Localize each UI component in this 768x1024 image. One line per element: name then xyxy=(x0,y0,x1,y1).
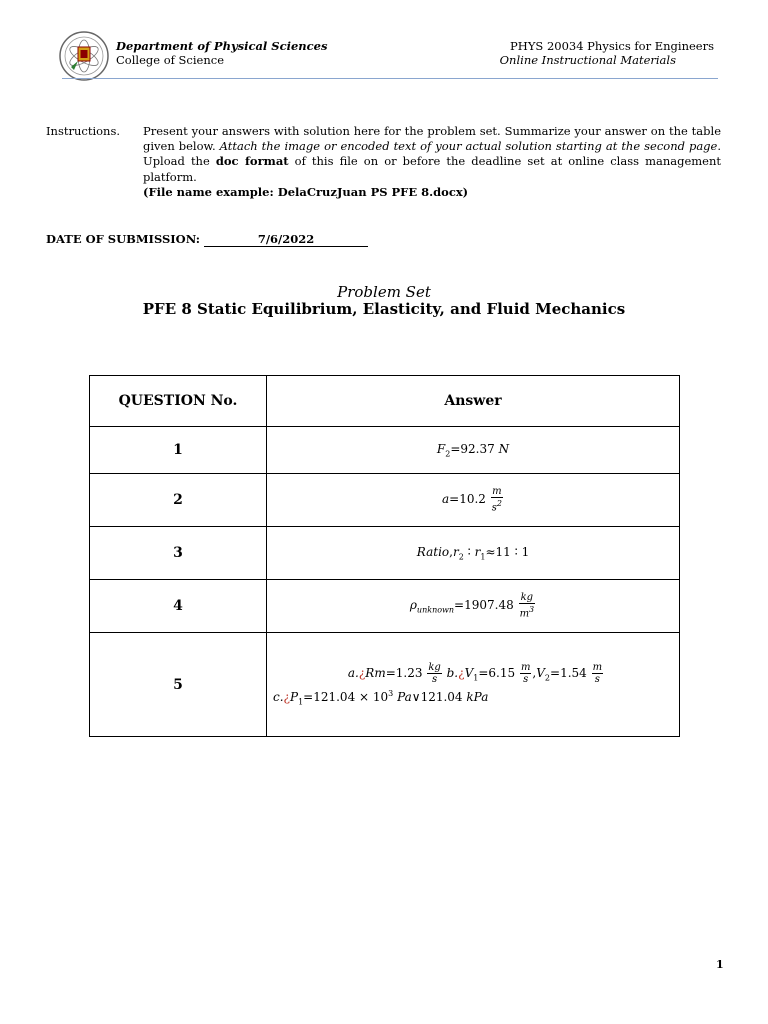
header-answer: Answer xyxy=(267,376,680,427)
q5-v1-value: =6.15 xyxy=(478,666,516,681)
question-number: 4 xyxy=(90,580,267,633)
q3-sep2: ∶ xyxy=(514,544,518,559)
q2-value: =10.2 xyxy=(449,492,486,507)
submission-label: DATE OF SUBMISSION: xyxy=(46,232,201,246)
q3-approx: ≈11 xyxy=(485,544,511,559)
question-number: 3 xyxy=(90,527,267,580)
q3-prefix: Ratio xyxy=(416,544,450,559)
q5-p1-unit: Pa xyxy=(397,690,412,705)
q4-den: m xyxy=(519,608,530,620)
q5-rm: Rm xyxy=(365,666,386,681)
instructions-part4: doc format xyxy=(215,154,289,169)
header-question-no: QUESTION No. xyxy=(90,376,267,427)
university-seal-icon xyxy=(58,30,110,82)
problem-set-subtitle: Problem Set xyxy=(337,283,431,301)
q5-v2-fraction xyxy=(592,662,603,685)
q3-one: 1 xyxy=(521,544,530,559)
q2-den-sup: 2 xyxy=(496,499,502,509)
department-name: Department of Physical Sciences xyxy=(116,39,328,53)
answer-3: $Ratio,r_2$ ∶ $r_1\approx 11$ ∶ 1 xyxy=(267,527,680,580)
materials-label: Online Instructional Materials xyxy=(499,53,676,67)
q5-v2-sub: 2 xyxy=(544,673,551,683)
answer-table xyxy=(89,375,680,737)
q2-num: m xyxy=(492,486,502,498)
q5-rm-value: =1.23 xyxy=(385,666,423,681)
q5-p1-sub: 1 xyxy=(298,697,304,707)
college-name: College of Science xyxy=(116,53,224,67)
q5-alt: 121.04 xyxy=(420,690,463,705)
q4-num: kg xyxy=(519,592,536,604)
answer-1 xyxy=(267,427,680,474)
q2-den: s xyxy=(491,502,497,514)
q5-alt-unit: kPa xyxy=(466,690,489,705)
q1-value: =92.37 xyxy=(450,441,495,456)
instructions-text xyxy=(143,124,721,200)
q4-sub: unknown xyxy=(416,605,455,615)
q5-v2-value: =1.54 xyxy=(550,666,587,681)
problem-set-title: PFE 8 Static Equilibrium, Elasticity, and Fluid Mechanics xyxy=(142,300,626,318)
q5-c-label: c. xyxy=(273,690,284,705)
q5-v2-num: m xyxy=(592,662,603,674)
question-number: 1 xyxy=(90,427,267,474)
q3-r1-sub: 1 xyxy=(480,552,486,562)
q4-den-sup: 3 xyxy=(529,605,535,615)
table-row xyxy=(90,633,680,737)
q4-value: =1907.48 xyxy=(454,598,514,613)
instructions-part1: Present your answers with solution here for the problem set. Summarize your answer on the table given below. xyxy=(143,124,721,154)
q5-v1: V xyxy=(464,666,474,681)
q5-a-label: a. xyxy=(347,666,359,681)
submission-date-row xyxy=(46,232,368,247)
question-number: 5 xyxy=(90,633,267,737)
q5-or: ∨ xyxy=(411,690,421,705)
q1-unit: N xyxy=(498,441,510,456)
q5-rm-den: s xyxy=(431,674,438,686)
q4-unit-fraction xyxy=(519,592,536,619)
q1-sub: 2 xyxy=(445,449,451,459)
q1-var: F xyxy=(436,441,446,456)
submission-date: 7/6/2022 xyxy=(204,233,368,247)
filename-example: (File name example: DelaCruzJuan PS PFE 8.docx) xyxy=(143,184,469,199)
q5-v1-sub: 1 xyxy=(473,673,479,683)
q3-r2-sub: 2 xyxy=(458,552,464,562)
q5-p1-exp: 3 xyxy=(388,689,394,699)
q5-p1-value: =121.04 × 10 xyxy=(303,690,389,705)
q3-sep: ∶ xyxy=(467,544,471,559)
answer-4 xyxy=(267,580,680,633)
q5-v1-num: m xyxy=(520,662,531,674)
instructions-label: Instructions. xyxy=(46,124,121,138)
q5-p1: P xyxy=(289,690,299,705)
q5-mark-b: ¿ xyxy=(458,666,465,681)
q4-var: ρ xyxy=(409,598,417,613)
q5-b-label: b. xyxy=(446,666,459,681)
q5-v1-fraction xyxy=(520,662,531,685)
page-header xyxy=(58,30,718,80)
table-row xyxy=(90,427,680,474)
q5-v2-den: s xyxy=(594,674,600,686)
page-number: 1 xyxy=(716,958,724,971)
table-row xyxy=(90,474,680,527)
course-title: PHYS 20034 Physics for Engineers xyxy=(510,39,714,53)
q5-rm-fraction xyxy=(427,662,441,685)
q2-unit-fraction xyxy=(491,486,503,513)
table-header-row xyxy=(90,376,680,427)
q5-mark-a: ¿ xyxy=(358,666,366,681)
q5-v1-den: s xyxy=(523,674,529,686)
table-row xyxy=(90,580,680,633)
instructions-part2: Attach the image or encoded text of your actual solution starting at the second page xyxy=(219,139,718,154)
question-number: 2 xyxy=(90,474,267,527)
header-divider xyxy=(62,78,718,79)
q3-r1: r xyxy=(474,544,481,559)
q5-v2: V xyxy=(536,666,545,681)
answer-5 xyxy=(267,633,680,737)
q5-rm-num: kg xyxy=(428,662,441,674)
table-row xyxy=(90,527,680,580)
q5-mark-c: ¿ xyxy=(283,690,290,705)
q5-line2 xyxy=(273,689,679,706)
q5-line1: a.¿Rm=1.23 $\frac{kg}{s}$ $b.¿V_1=6.15$ $\frac{m}{s}$ $,V_2=1.54$ $\frac{m}{s}$ xyxy=(347,662,603,686)
q2-var: a xyxy=(442,492,450,507)
instructions-part3: . Upload the xyxy=(143,139,721,169)
answer-2 xyxy=(267,474,680,527)
q3-r2: r xyxy=(452,544,459,559)
instructions-part5: of this file on or before the deadline set at online class management platform. xyxy=(143,154,722,184)
